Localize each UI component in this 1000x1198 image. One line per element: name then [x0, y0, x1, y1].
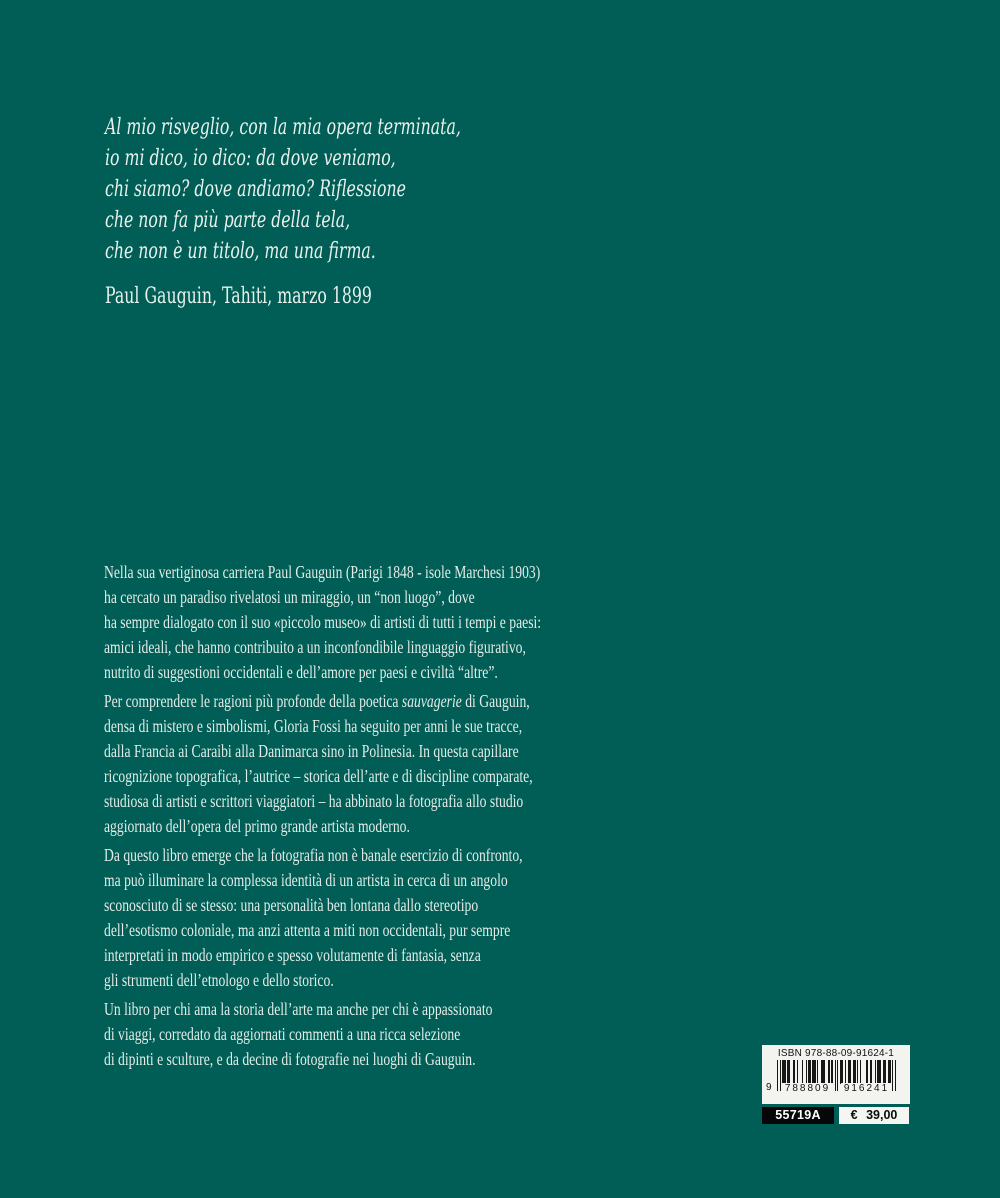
- text-line: Nella sua vertiginosa carriera Paul Gauguin (Parigi 1848 - isole Marchesi 1903): [104, 562, 541, 582]
- publisher-code: 55719A: [762, 1107, 834, 1124]
- ean-digits-left: 788809: [782, 1083, 833, 1094]
- text-line: ma può illuminare la complessa identità di un artista in cerca di un angolo: [104, 870, 508, 890]
- description-paragraphs: [104, 560, 541, 1072]
- text-line: Un libro per chi ama la storia dell’arte ma anche per chi è appassionato: [104, 999, 493, 1019]
- text-line: nutrito di suggestioni occidentali e dell’amore per paesi e civiltà “altre”.: [104, 662, 498, 682]
- quote-line: Al mio risveglio, con la mia opera terminata,: [105, 114, 461, 140]
- quote-line: io mi dico, io dico: da dove veniamo,: [105, 145, 396, 171]
- price: € 39,00: [839, 1107, 909, 1124]
- text-line: ricognizione topografica, l’autrice – storica dell’arte e di discipline comparate,: [104, 766, 533, 786]
- text-line: gli strumenti dell’etnologo e dello storico.: [104, 970, 334, 990]
- ean-digit-first: 9: [766, 1082, 772, 1093]
- book-description: [104, 560, 541, 1076]
- ean-barcode: [762, 1060, 910, 1104]
- paragraph: [104, 843, 541, 993]
- paragraph: [104, 560, 541, 685]
- text-line: studiosa di artisti e scrittori viaggiatori – ha abbinato la fotografia allo studio: [104, 791, 524, 811]
- text-line: densa di mistero e simbolismi, Gloria Fossi ha seguito per anni le sue tracce,: [104, 716, 523, 736]
- quote-line: che non è un titolo, ma una firma.: [105, 238, 376, 264]
- quote-line: che non fa più parte della tela,: [105, 207, 351, 233]
- quote-attribution: Paul Gauguin, Tahiti, marzo 1899: [105, 283, 372, 309]
- ean-digits-right: 916241: [841, 1083, 892, 1094]
- code-price-row: [762, 1107, 910, 1124]
- paragraph: [104, 689, 541, 839]
- text-line: dalla Francia ai Caraibi alla Danimarca sino in Polinesia. In questa capillare: [104, 741, 519, 761]
- barcode-sticker: [762, 1045, 910, 1104]
- text-line: interpretati in modo empirico e spesso volutamente di fantasia, senza: [104, 945, 481, 965]
- paragraph: [104, 997, 541, 1072]
- quote-line: chi siamo? dove andiamo? Riflessione: [105, 176, 406, 202]
- text-line: di dipinti e sculture, e da decine di fotografie nei luoghi di Gauguin.: [104, 1049, 476, 1069]
- barcode-bar: [895, 1060, 896, 1091]
- text-line: Per comprendere le ragioni più profonde della poetica sauvagerie di Gauguin,: [104, 691, 530, 711]
- text-line: sconosciuto di se stesso: una personalità ben lontana dallo stereotipo: [104, 895, 479, 915]
- text-line: amici ideali, che hanno contribuito a un inconfondibile linguaggio figurativo,: [104, 637, 526, 657]
- quote-lines: [105, 112, 461, 267]
- text-line: dell’esotismo coloniale, ma anzi attenta a miti non occidentali, pur sempre: [104, 920, 511, 940]
- text-line: ha cercato un paradiso rivelatosi un miraggio, un “non luogo”, dove: [104, 587, 475, 607]
- gauguin-quote: [105, 112, 461, 312]
- isbn-text: ISBN 978-88-09-91624-1: [777, 1048, 895, 1059]
- text-line: ha sempre dialogato con il suo «piccolo museo» di artisti di tutti i tempi e paesi:: [104, 612, 542, 632]
- text-line: aggiornato dell’opera del primo grande artista moderno.: [104, 816, 410, 836]
- text-line: Da questo libro emerge che la fotografia non è banale esercizio di confronto,: [104, 845, 523, 865]
- text-line: di viaggi, corredato da aggiornati commenti a una ricca selezione: [104, 1024, 461, 1044]
